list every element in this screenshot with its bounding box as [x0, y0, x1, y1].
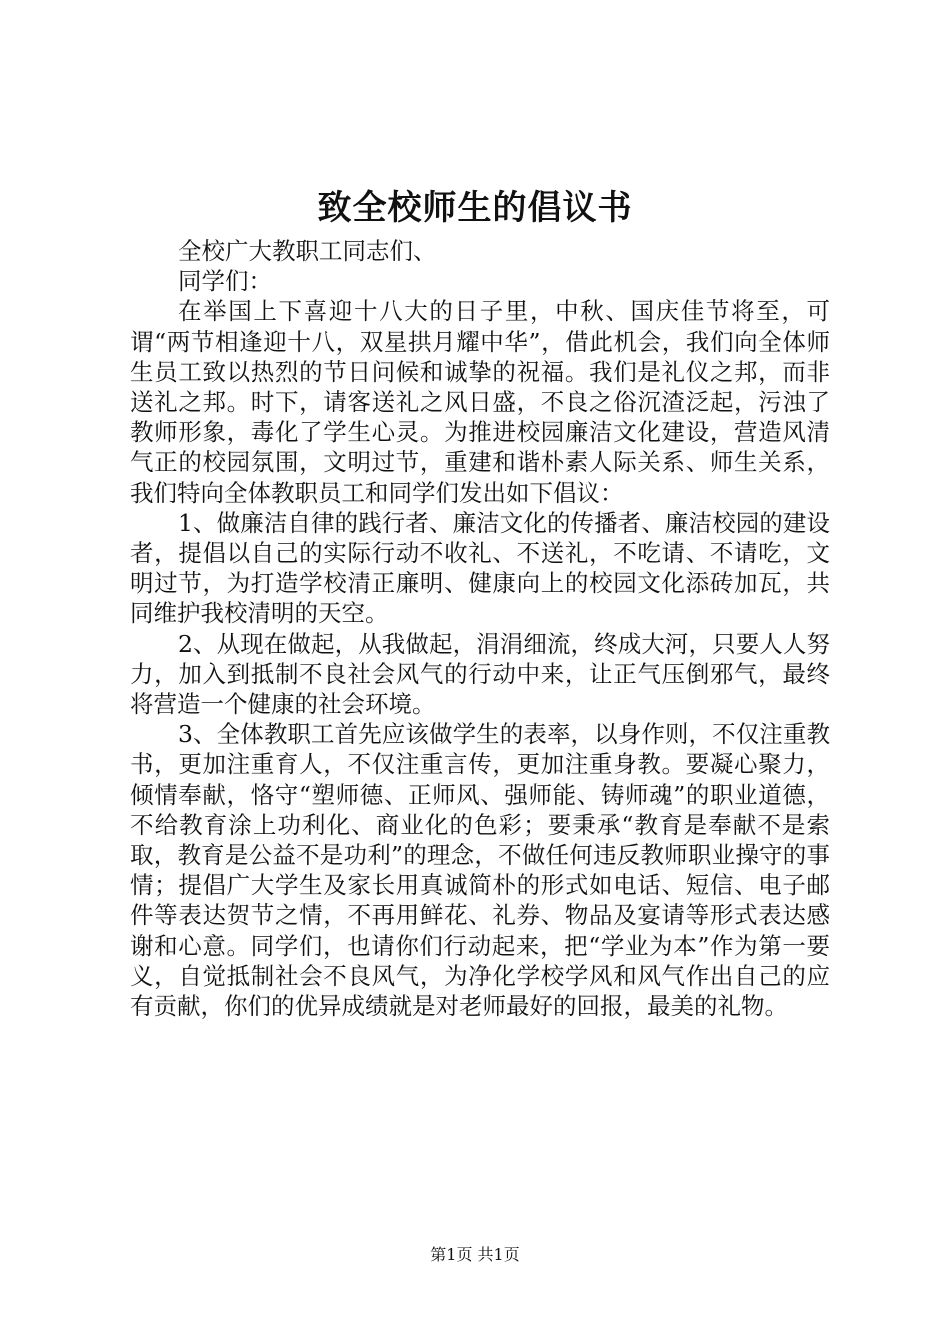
- intro-paragraph: 在举国上下喜迎十八大的日子里，中秋、国庆佳节将至，可谓“两节相逢迎十八，双星拱月耀中华”，借此机会，我们向全体师生员工致以热烈的节日问候和诚挚的祝福。我们是礼仪之邦，而非送礼之邦。时下，请客送礼之风日盛，不良之俗沉渣泛起，污浊了教师形象，毒化了学生心灵。为推进校园廉洁文化建设，营造风清气正的校园氛围，文明过节，重建和谐朴素人际关系、师生关系，我们特向全体教职员工和同学们发出如下倡议：: [130, 297, 830, 507]
- proposal-item-1: 1、做廉洁自律的践行者、廉洁文化的传播者、廉洁校园的建设者，提倡以自己的实际行动不收礼、不送礼，不吃请、不请吃，文明过节，为打造学校清正廉明、健康向上的校园文化添砖加瓦，共同维护我校清明的天空。: [130, 508, 830, 628]
- page-footer: 第1页 共1页: [430, 1245, 520, 1264]
- salutation-line: 全校广大教职工同志们、: [178, 237, 437, 265]
- proposal-item-3: 3、全体教职工首先应该做学生的表率，以身作则，不仅注重教书，更加注重育人，不仅注重言传，更加注重身教。要凝心聚力，倾情奉献，恪守“塑师德、正师风、强师能、铸师魂”的职业道德，不给教育涂上功利化、商业化的色彩；要秉承“教育是奉献不是索取，教育是公益不是功利”的理念，不做任何违反教师职业操守的事情；提倡广大学生及家长用真诚简朴的形式如电话、短信、电子邮件等表达贺节之情，不再用鲜花、礼券、物品及宴请等形式表达感谢和心意。同学们，也请你们行动起来，把“学业为本”作为第一要义，自觉抵制社会不良风气，为净化学校学风和风气作出自己的应有贡献，你们的优异成绩就是对老师最好的回报，最美的礼物。: [130, 720, 830, 1021]
- proposal-item-2: 2、从现在做起，从我做起，涓涓细流，终成大河，只要人人努力，加入到抵制不良社会风气的行动中来，让正气压倒邪气，最终将营造一个健康的社会环境。: [130, 629, 830, 719]
- document-body: [130, 236, 830, 1021]
- salutation-line: 同学们：: [178, 267, 272, 296]
- document-title: 致全校师生的倡议书: [317, 188, 633, 228]
